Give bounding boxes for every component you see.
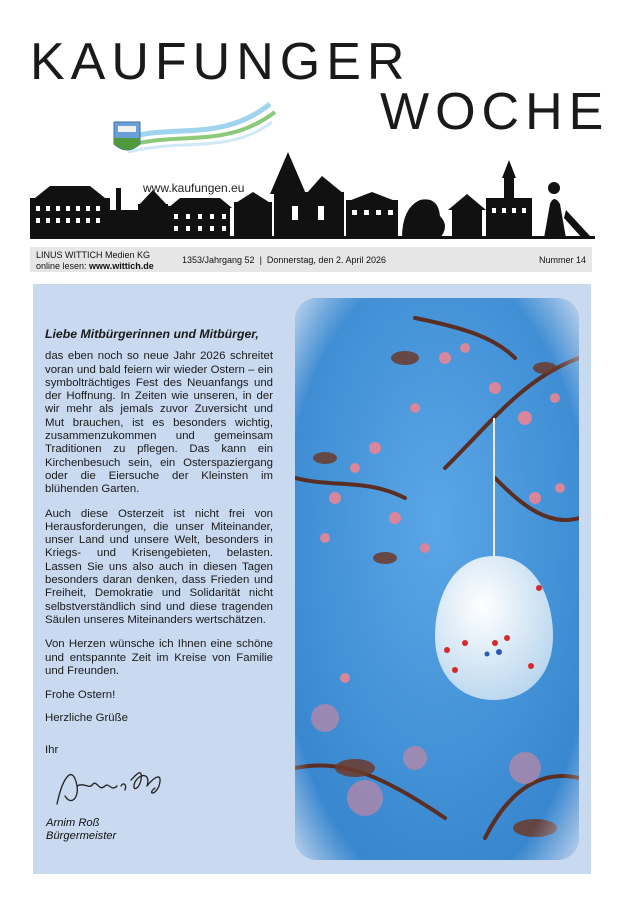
letter-ihr: Ihr — [45, 743, 59, 756]
letter-paragraph: Auch diese Osterzeit ist nicht frei von Herausforderungen, die unser Miteinander, unser Land und unsere Welt, besonders in Kriegs- und Krisengebieten, belasten. Lassen Sie uns also auch in diesen Tagen besonders daran denken, dass Frieden und Freiheit, Demokratie und Solidarität nicht selbstverständlich sind und diese tragenden Säulen unseres Miteinanders wertschätzen. — [45, 507, 273, 626]
online-label: online lesen: — [36, 261, 90, 271]
issue-number: Nummer 14 — [538, 255, 586, 265]
publisher-name: LINUS WITTICH Medien KG — [36, 250, 151, 260]
mayor-letter — [45, 328, 273, 767]
town-skyline-silhouette — [30, 150, 595, 242]
issue-date-info: 1353/Jahrgang 52 | Donnerstag, den 2. April 2026 — [182, 255, 386, 265]
letter-paragraph: Von Herzen wünsche ich Ihnen eine schöne und entspannte Zeit im Kreise von Familie und Freunden. — [45, 638, 273, 677]
online-read-line — [36, 261, 154, 272]
letter-closing: Frohe Ostern! — [45, 689, 116, 702]
letter-paragraph: das eben noch so neue Jahr 2026 schreitet voran und bald feiern wir wieder Ostern – ein symbolträchtiges Fest des Neuanfangs und der Hoffnung. In Zeiten wie unseren, in der wir mehr als jemals zuvor Zuversicht und Mut brauchen, ist es besonders wichtig, zusammenzukommen und gemeinsam Traditionen zu pflegen. Das kann ein Kirchenbesuch sein, ein Osterspaziergang oder die Eiersuche der Kleinsten im blühenden Garten. — [45, 350, 273, 496]
online-url-link[interactable]: www.wittich.de — [89, 261, 154, 271]
publisher-block — [36, 250, 154, 272]
issue-info-bar — [30, 247, 592, 272]
masthead-title-line1: KAUFUNGER — [30, 33, 411, 91]
website-url[interactable]: www.kaufungen.eu — [143, 181, 245, 195]
cover-panel — [33, 284, 591, 874]
masthead-title-line2: WOCHE — [380, 83, 610, 141]
letter-salutation: Liebe Mitbürgerinnen und Mitbürger, — [45, 327, 259, 341]
handwritten-signature — [51, 746, 171, 816]
letter-regards: Herzliche Grüße — [45, 712, 128, 725]
signer-block — [46, 817, 116, 843]
signer-name: Arnim Roß — [46, 817, 100, 829]
signer-title: Bürgermeister — [46, 830, 117, 842]
easter-egg-photo — [295, 298, 579, 860]
